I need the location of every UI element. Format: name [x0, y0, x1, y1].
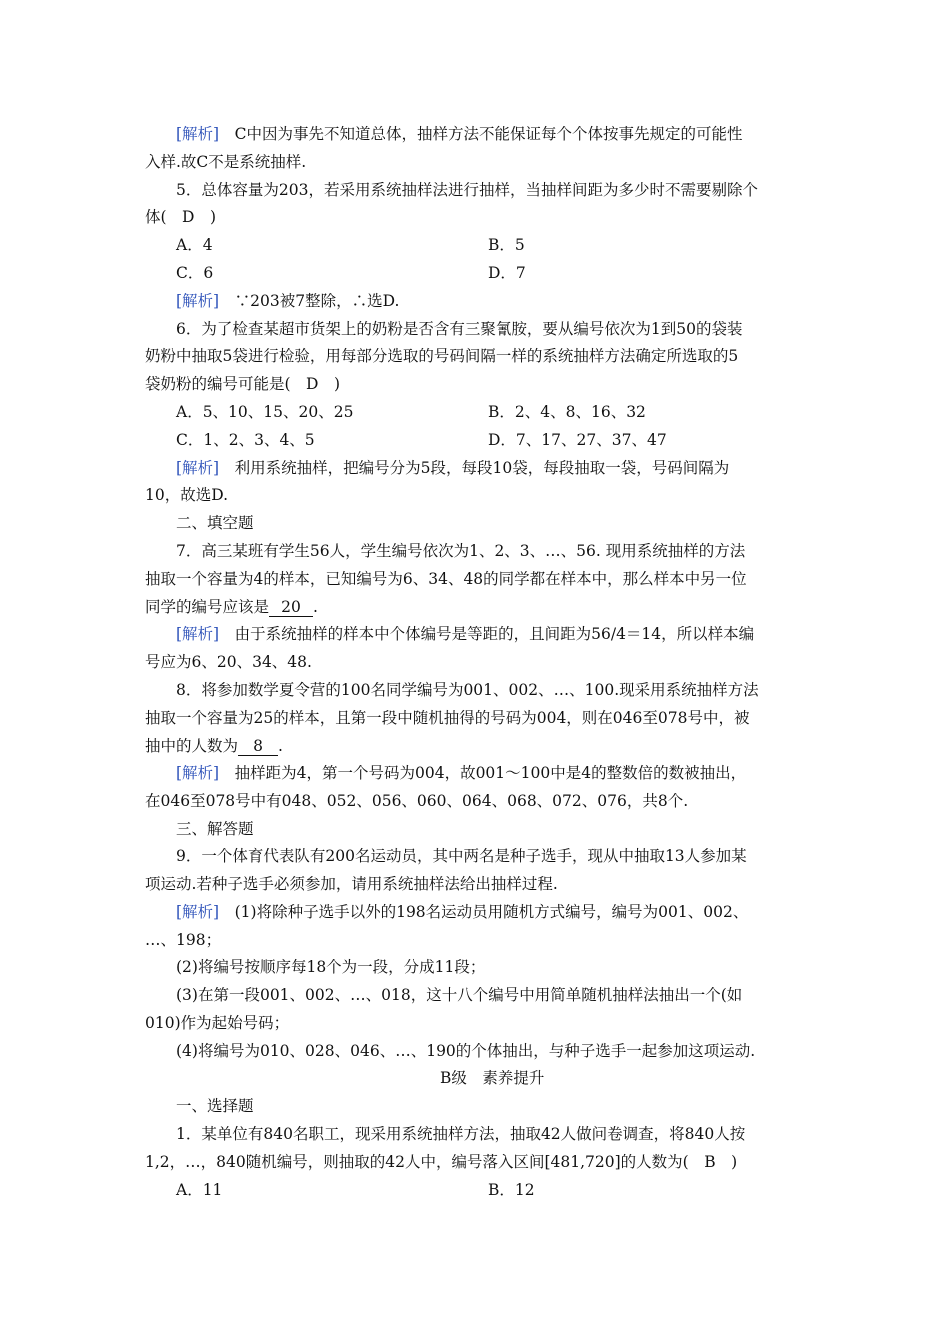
option-d: D．7: [488, 264, 526, 282]
option-c: C．1、2、3、4、5: [176, 431, 315, 449]
question-7-stem: 抽取一个容量为4的样本，已知编号为6、34、48的同学都在样本中，那么样本中另一位: [145, 570, 747, 588]
question-5-stem: 体( D ): [145, 208, 217, 226]
analysis-line: [176, 902, 748, 922]
question-7-stem: [145, 597, 318, 617]
option-d: D．7、17、27、37、47: [488, 431, 667, 449]
analysis-tag: [解析]: [176, 903, 220, 921]
analysis-line: (4)将编号为010、028、046、…、190的个体抽出，与种子选手一起参加这项运动.: [176, 1042, 756, 1060]
question-b1-stem: 1,2，…，840随机编号，则抽取的42人中，编号落入区间[481,720]的人数为( B ): [145, 1153, 738, 1171]
question-6-stem: 6．为了检查某超市货架上的奶粉是否含有三聚氰胺，要从编号依次为1到50的袋装: [176, 320, 743, 338]
stem-text: 同学的编号应该是: [145, 598, 270, 616]
analysis-line: (3)在第一段001、002、…、018，这十八个编号中用简单随机抽样法抽出一个(如: [176, 986, 743, 1004]
analysis-text: 抽样距为4，第一个号码为004，故001～100中是4的整数倍的数被抽出，: [234, 764, 747, 782]
analysis-line: 在046至078号中有048、052、056、060、064、068、072、076，共8个.: [145, 792, 689, 810]
analysis-line: 入样.故C不是系统抽样.: [145, 153, 307, 171]
section-heading: 一、选择题: [176, 1097, 254, 1115]
analysis-tag: [解析]: [176, 292, 220, 310]
analysis-line: (2)将编号按顺序每18个为一段，分成11段；: [176, 958, 486, 976]
question-7-stem: 7．高三某班有学生56人，学生编号依次为1、2、3、…、56. 现用系统抽样的方法: [176, 542, 746, 560]
question-8-stem: [145, 736, 283, 756]
question-5-stem: 5．总体容量为203，若采用系统抽样法进行抽样，当抽样间距为多少时不需要剔除个: [176, 181, 758, 199]
option-c: C．6: [176, 264, 214, 282]
question-6-stem: 袋奶粉的编号可能是( D ): [145, 375, 341, 393]
analysis-text: 利用系统抽样，把编号分为5段，每段10袋，每段抽取一袋，号码间隔为: [234, 459, 730, 477]
option-b: B．12: [488, 1181, 535, 1199]
analysis-text: 由于系统抽样的样本中个体编号是等距的，且间距为56/4＝14，所以样本编: [234, 625, 755, 643]
analysis-line: …、198；: [145, 931, 222, 949]
analysis-text: ∵203被7整除，∴选D.: [234, 292, 400, 310]
answer-blank: 20: [269, 598, 313, 617]
analysis-tag: [解析]: [176, 764, 220, 782]
question-9-stem: 9．一个体育代表队有200名运动员，其中两名是种子选手，现从中抽取13人参加某: [176, 847, 747, 865]
analysis-tag: [解析]: [176, 459, 220, 477]
analysis-line: [176, 291, 399, 311]
option-a: A．5、10、15、20、25: [176, 403, 354, 421]
option-a: A．4: [176, 236, 213, 254]
analysis-line: [176, 763, 746, 783]
option-b: B．5: [488, 236, 525, 254]
analysis-line: [176, 624, 754, 644]
stem-text: .: [313, 598, 318, 616]
analysis-text: (1)将除种子选手以外的198名运动员用随机方式编号，编号为001、002、: [234, 903, 749, 921]
stem-text: 抽中的人数为: [145, 737, 239, 755]
question-8-stem: 抽取一个容量为25的样本，且第一段中随机抽得的号码为004，则在046至078号中，被: [145, 709, 750, 727]
option-a: A．11: [176, 1181, 223, 1199]
analysis-text: C中因为事先不知道总体，抽样方法不能保证每个个体按事先规定的可能性: [234, 125, 743, 143]
analysis-line: [176, 458, 729, 478]
answer-blank: 8: [238, 737, 278, 756]
question-b1-stem: 1．某单位有840名职工，现采用系统抽样方法，抽取42人做问卷调查，将840人按: [176, 1125, 746, 1143]
analysis-line: 号应为6、20、34、48.: [145, 653, 312, 671]
analysis-tag: [解析]: [176, 125, 220, 143]
question-8-stem: 8．将参加数学夏令营的100名同学编号为001、002、…、100.现采用系统抽样方法: [176, 681, 759, 699]
section-heading: 三、解答题: [176, 820, 254, 838]
question-6-stem: 奶粉中抽取5袋进行检验，用每部分选取的号码间隔一样的系统抽样方法确定所选取的5: [145, 347, 739, 365]
question-9-stem: 项运动.若种子选手必须参加，请用系统抽样法给出抽样过程.: [145, 875, 558, 893]
analysis-line: 10，故选D.: [145, 486, 229, 504]
stem-text: .: [278, 737, 283, 755]
analysis-line: 010)作为起始号码；: [145, 1014, 290, 1032]
level-title: B级 素养提升: [440, 1069, 545, 1087]
section-heading: 二、填空题: [176, 514, 254, 532]
analysis-line: [176, 124, 743, 144]
option-b: B．2、4、8、16、32: [488, 403, 646, 421]
analysis-tag: [解析]: [176, 625, 220, 643]
